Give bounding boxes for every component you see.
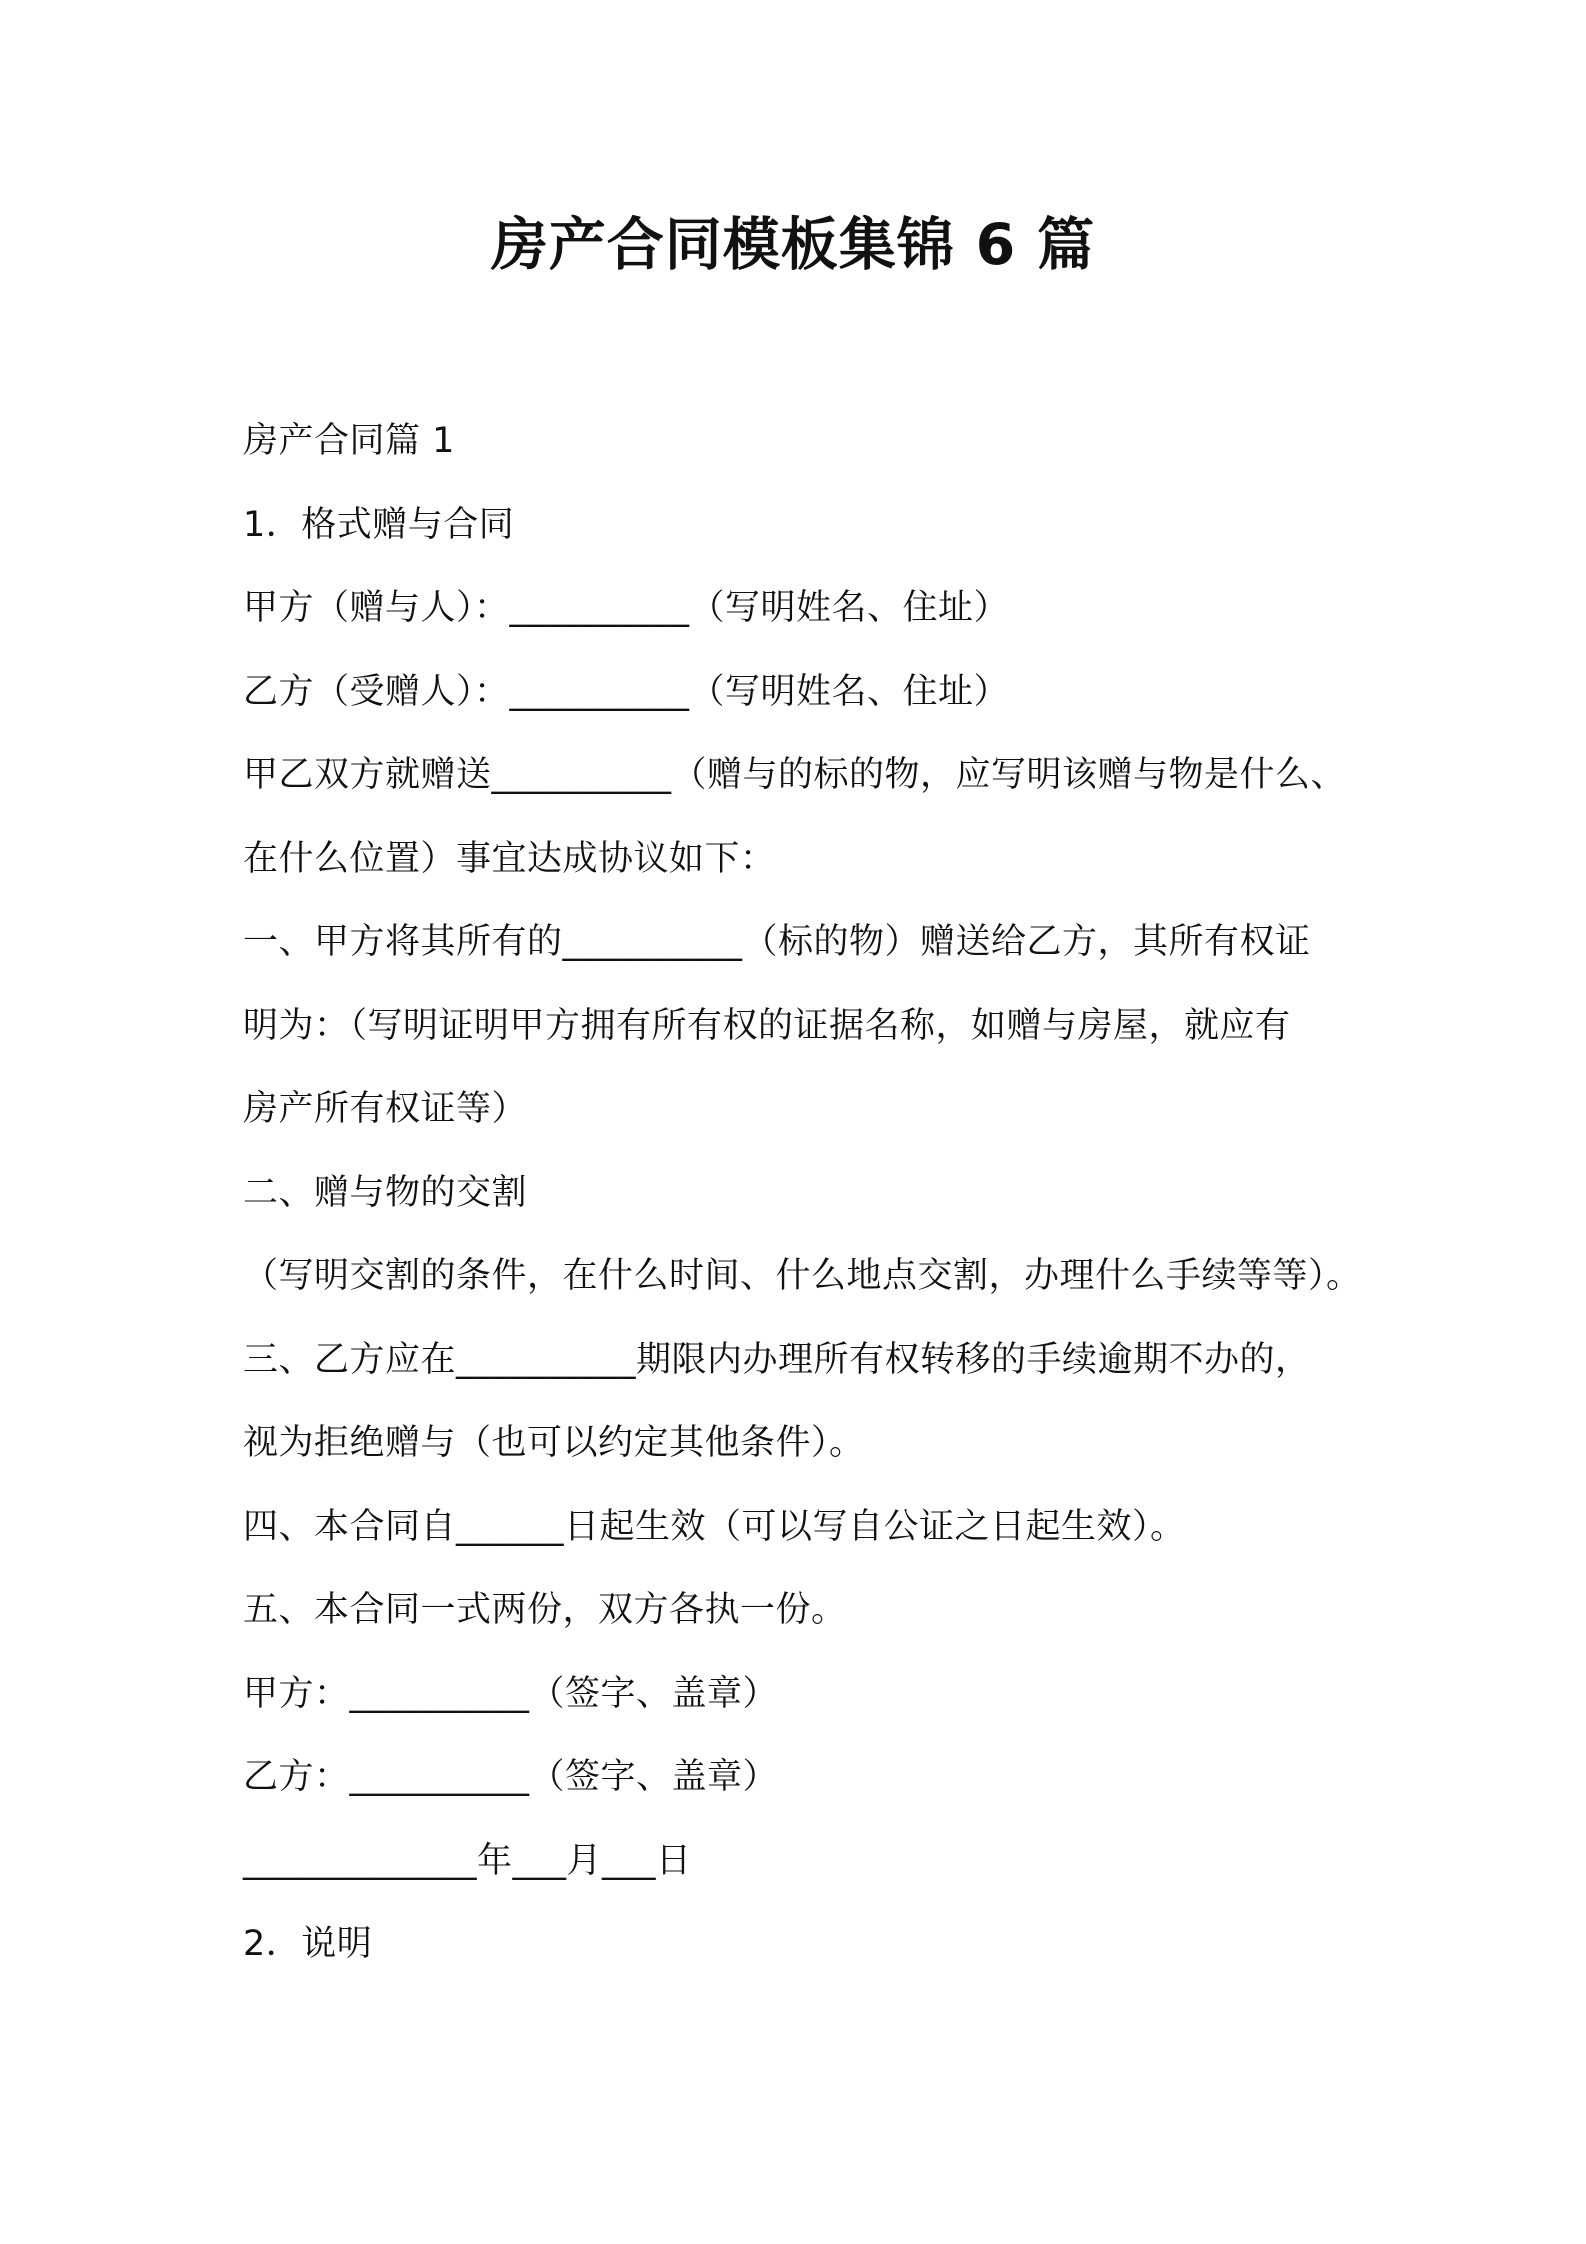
party-b-line: 乙方（受赠人）：__________（写明姓名、住址）	[243, 671, 1010, 712]
clause-three-line: 三、乙方应在__________期限内办理所有权转移的手续逾期不办的，	[243, 1339, 1311, 1380]
clause-three-line: 视为拒绝赠与（也可以约定其他条件）。	[243, 1423, 865, 1463]
party-a-line: 甲方（赠与人）：__________（写明姓名、住址）	[243, 588, 1010, 628]
clause-one-line: 一、甲方将其所有的__________（标的物）赠送给乙方，其所有权证	[243, 922, 1311, 962]
signature-party-b: 乙方：__________（签字、盖章）	[243, 1757, 779, 1797]
agreement-intro-line: 甲乙双方就赠送__________（赠与的标的物，应写明该赠与物是什么、	[243, 755, 1347, 795]
document-title: 房产合同模板集锦 6 篇	[490, 212, 1096, 278]
clause-one-line: 房产所有权证等）	[243, 1089, 528, 1129]
clause-four-line: 四、本合同自______日起生效（可以写自公证之日起生效）。	[243, 1506, 1186, 1547]
clause-five-line: 五、本合同一式两份，双方各执一份。	[243, 1590, 847, 1630]
date-line: _____________年___月___日	[243, 1840, 692, 1881]
clause-one-line: 明为：（写明证明甲方拥有所有权的证据名称，如赠与房屋，就应有	[243, 1005, 1291, 1046]
clause-heading: 2．说明	[243, 1924, 373, 1964]
clause-two-line: （写明交割的条件，在什么时间、什么地点交割，办理什么手续等等）。	[243, 1256, 1362, 1296]
section-heading: 房产合同篇 1	[243, 421, 455, 461]
signature-party-a: 甲方：__________（签字、盖章）	[243, 1673, 779, 1714]
clause-heading: 1．格式赠与合同	[243, 504, 515, 545]
agreement-intro-line: 在什么位置）事宜达成协议如下：	[243, 838, 776, 879]
clause-two-heading: 二、赠与物的交割	[243, 1172, 528, 1213]
document-body	[243, 400, 1363, 1987]
